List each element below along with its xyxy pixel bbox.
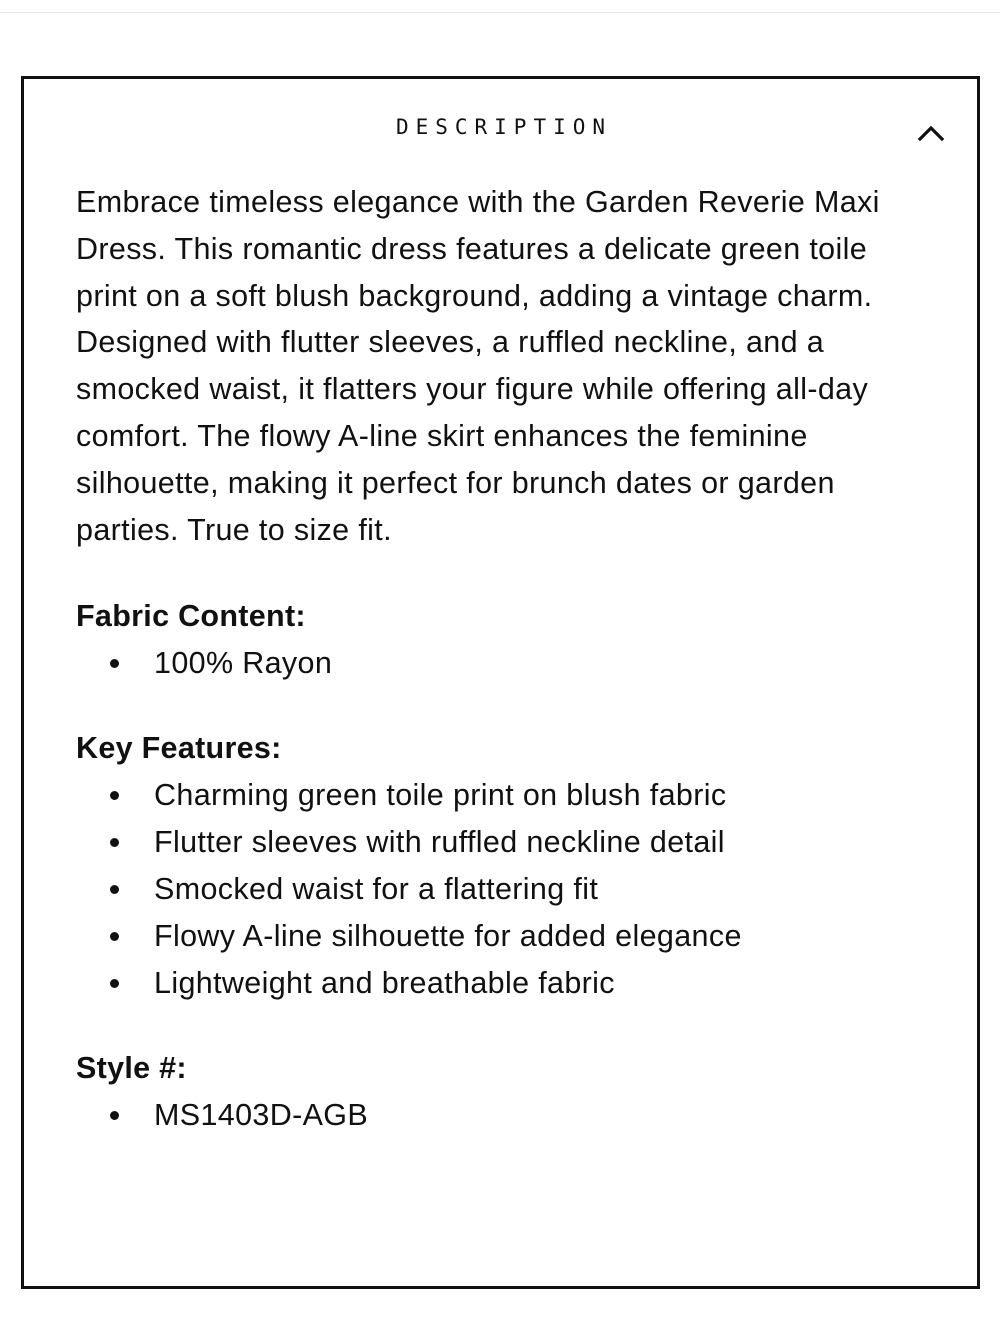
list-item xyxy=(76,913,956,960)
list-item-text: Flowy A-line silhouette for added elegance xyxy=(154,918,742,953)
key-features-section xyxy=(76,725,956,1007)
key-features-label: Key Features: xyxy=(76,731,282,766)
list-item-text: MS1403D-AGB xyxy=(154,1097,369,1132)
style-number-list xyxy=(76,1092,956,1139)
bullet-icon xyxy=(110,979,119,988)
top-divider xyxy=(0,12,1000,13)
list-item xyxy=(76,1092,956,1139)
list-item-text: Smocked waist for a flattering fit xyxy=(154,871,599,906)
list-item xyxy=(76,772,956,819)
list-item-text: Lightweight and breathable fabric xyxy=(154,965,615,1000)
description-body xyxy=(76,179,956,1139)
fabric-content-label: Fabric Content: xyxy=(76,599,306,634)
chevron-up-icon[interactable] xyxy=(916,117,946,147)
key-features-list xyxy=(76,772,956,1007)
style-number-label: Style #: xyxy=(76,1050,187,1085)
bullet-icon xyxy=(110,1111,119,1120)
list-item xyxy=(76,640,956,687)
fabric-content-section xyxy=(76,593,956,687)
bullet-icon xyxy=(110,932,119,941)
list-item xyxy=(76,866,956,913)
style-number-section xyxy=(76,1045,956,1139)
bullet-icon xyxy=(110,659,119,668)
description-title: DESCRIPTION xyxy=(395,115,613,139)
bullet-icon xyxy=(110,838,119,847)
bullet-icon xyxy=(110,791,119,800)
list-item xyxy=(76,960,956,1007)
description-text: Embrace timeless elegance with the Garden Reverie Maxi Dress. This romantic dress features a delicate green toile print on a soft blush background, adding a vintage charm. Designed with flutter sleeves, a ruffled neckline, and a smocked waist, it flatters your figure while offering all-day comfort. The flowy A-line skirt enhances the feminine silhouette, making it perfect for brunch dates or garden parties. True to size fit. xyxy=(76,185,880,547)
list-item-text: Charming green toile print on blush fabric xyxy=(154,777,727,812)
description-accordion-header[interactable] xyxy=(24,79,977,183)
list-item xyxy=(76,819,956,866)
list-item-text: Flutter sleeves with ruffled neckline detail xyxy=(154,824,725,859)
fabric-content-list xyxy=(76,640,956,687)
description-accordion xyxy=(21,76,980,1289)
bullet-icon xyxy=(110,885,119,894)
list-item-text: 100% Rayon xyxy=(154,646,333,681)
